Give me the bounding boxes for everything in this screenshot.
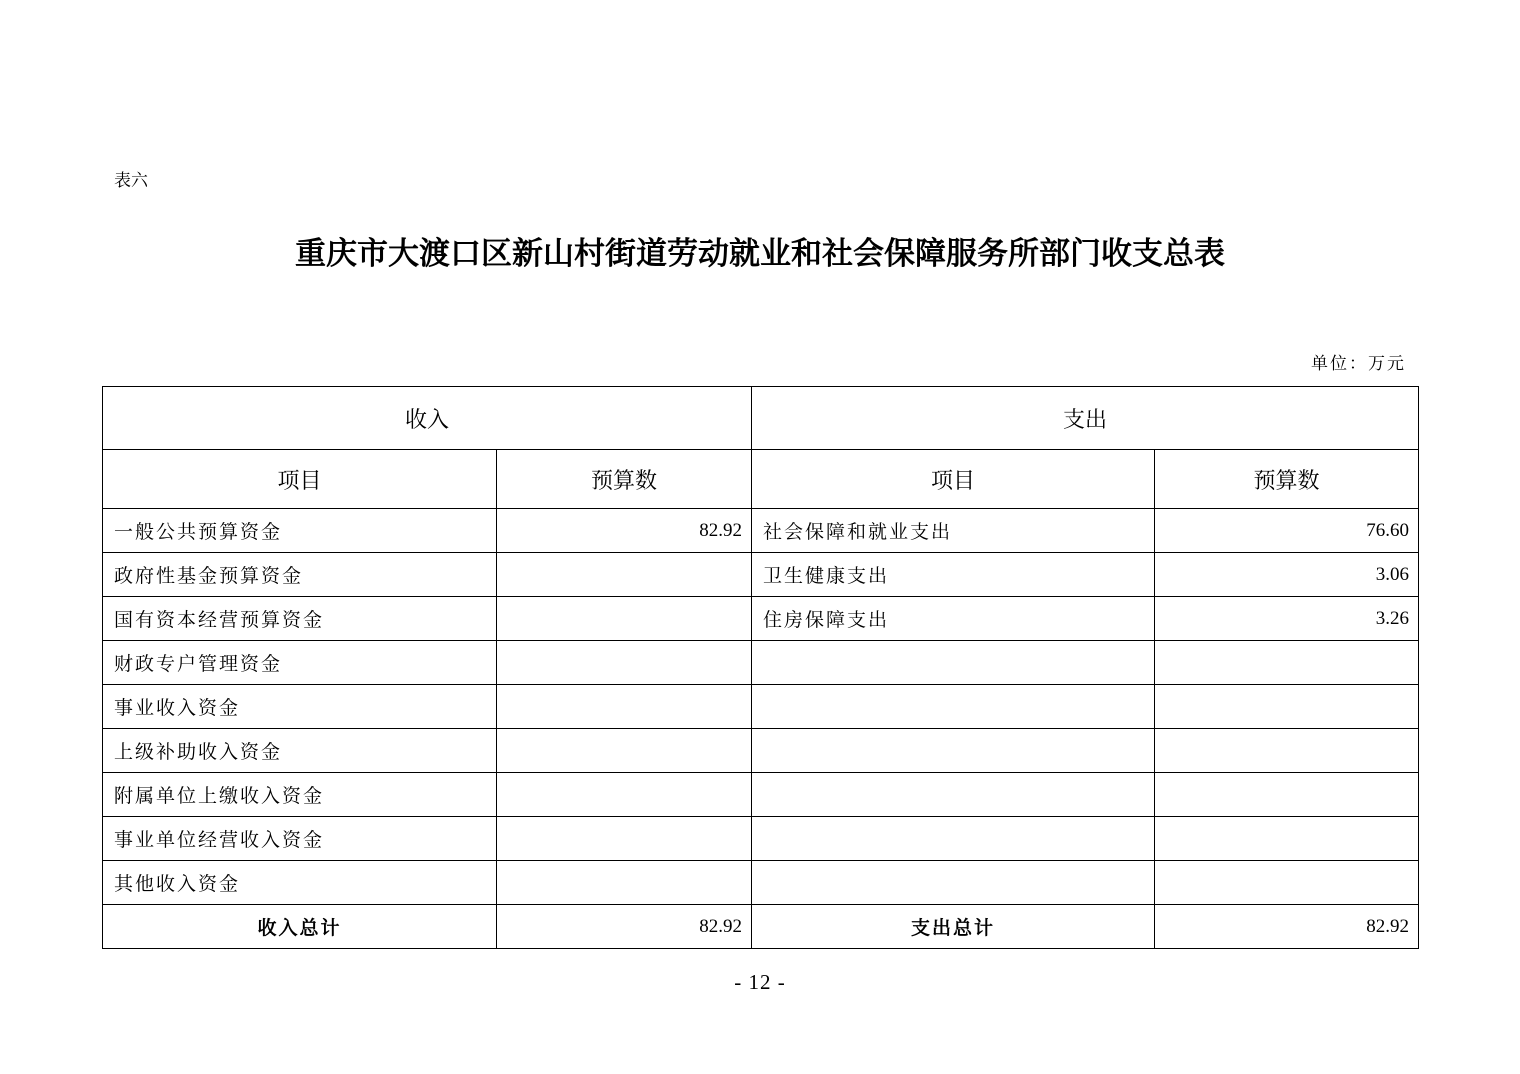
income-item-cell: 财政专户管理资金 xyxy=(103,641,497,685)
expenditure-total-value: 82.92 xyxy=(1155,905,1419,949)
expenditure-total-label: 支出总计 xyxy=(752,905,1155,949)
income-value-cell xyxy=(497,817,752,861)
income-header: 收入 xyxy=(103,387,752,450)
income-item-cell: 上级补助收入资金 xyxy=(103,729,497,773)
expenditure-value-cell xyxy=(1155,861,1419,905)
table-row xyxy=(103,729,1419,773)
expenditure-value-cell xyxy=(1155,729,1419,773)
expenditure-value-cell: 3.06 xyxy=(1155,553,1419,597)
expenditure-value-cell: 3.26 xyxy=(1155,597,1419,641)
income-value-cell xyxy=(497,641,752,685)
expenditure-item-cell xyxy=(752,861,1155,905)
table-subheader-row xyxy=(103,450,1419,509)
table-label: 表六 xyxy=(114,171,148,191)
income-item-cell: 国有资本经营预算资金 xyxy=(103,597,497,641)
table-row xyxy=(103,509,1419,553)
income-item-cell: 事业单位经营收入资金 xyxy=(103,817,497,861)
income-item-cell: 附属单位上缴收入资金 xyxy=(103,773,497,817)
page-number: - 12 - xyxy=(734,970,786,994)
income-budget-header: 预算数 xyxy=(497,450,752,509)
table-row xyxy=(103,861,1419,905)
income-value-cell xyxy=(497,861,752,905)
income-item-cell: 其他收入资金 xyxy=(103,861,497,905)
expenditure-value-cell: 76.60 xyxy=(1155,509,1419,553)
expenditure-item-cell xyxy=(752,817,1155,861)
expenditure-item-cell xyxy=(752,641,1155,685)
totals-row xyxy=(103,905,1419,949)
expenditure-item-cell xyxy=(752,729,1155,773)
income-item-cell: 事业收入资金 xyxy=(103,685,497,729)
expenditure-item-header: 项目 xyxy=(752,450,1155,509)
expenditure-value-cell xyxy=(1155,641,1419,685)
expenditure-budget-header: 预算数 xyxy=(1155,450,1419,509)
income-total-value: 82.92 xyxy=(497,905,752,949)
expenditure-value-cell xyxy=(1155,685,1419,729)
table-row xyxy=(103,685,1419,729)
expenditure-value-cell xyxy=(1155,773,1419,817)
expenditure-item-cell: 卫生健康支出 xyxy=(752,553,1155,597)
table-row xyxy=(103,641,1419,685)
income-total-label: 收入总计 xyxy=(103,905,497,949)
expenditure-item-cell: 社会保障和就业支出 xyxy=(752,509,1155,553)
table-row xyxy=(103,553,1419,597)
unit-label: 单位：万元 xyxy=(1311,354,1406,374)
expenditure-item-cell xyxy=(752,773,1155,817)
table-row xyxy=(103,773,1419,817)
table-header-row xyxy=(103,387,1419,450)
expenditure-header: 支出 xyxy=(752,387,1419,450)
income-value-cell xyxy=(497,553,752,597)
income-item-cell: 一般公共预算资金 xyxy=(103,509,497,553)
expenditure-value-cell xyxy=(1155,817,1419,861)
expenditure-item-cell: 住房保障支出 xyxy=(752,597,1155,641)
income-value-cell xyxy=(497,685,752,729)
income-value-cell xyxy=(497,729,752,773)
income-value-cell: 82.92 xyxy=(497,509,752,553)
table-row xyxy=(103,817,1419,861)
income-value-cell xyxy=(497,773,752,817)
income-item-header: 项目 xyxy=(103,450,497,509)
expenditure-item-cell xyxy=(752,685,1155,729)
table-row xyxy=(103,597,1419,641)
budget-summary-table xyxy=(102,386,1419,949)
page-title: 重庆市大渡口区新山村街道劳动就业和社会保障服务所部门收支总表 xyxy=(295,236,1225,272)
income-value-cell xyxy=(497,597,752,641)
income-item-cell: 政府性基金预算资金 xyxy=(103,553,497,597)
